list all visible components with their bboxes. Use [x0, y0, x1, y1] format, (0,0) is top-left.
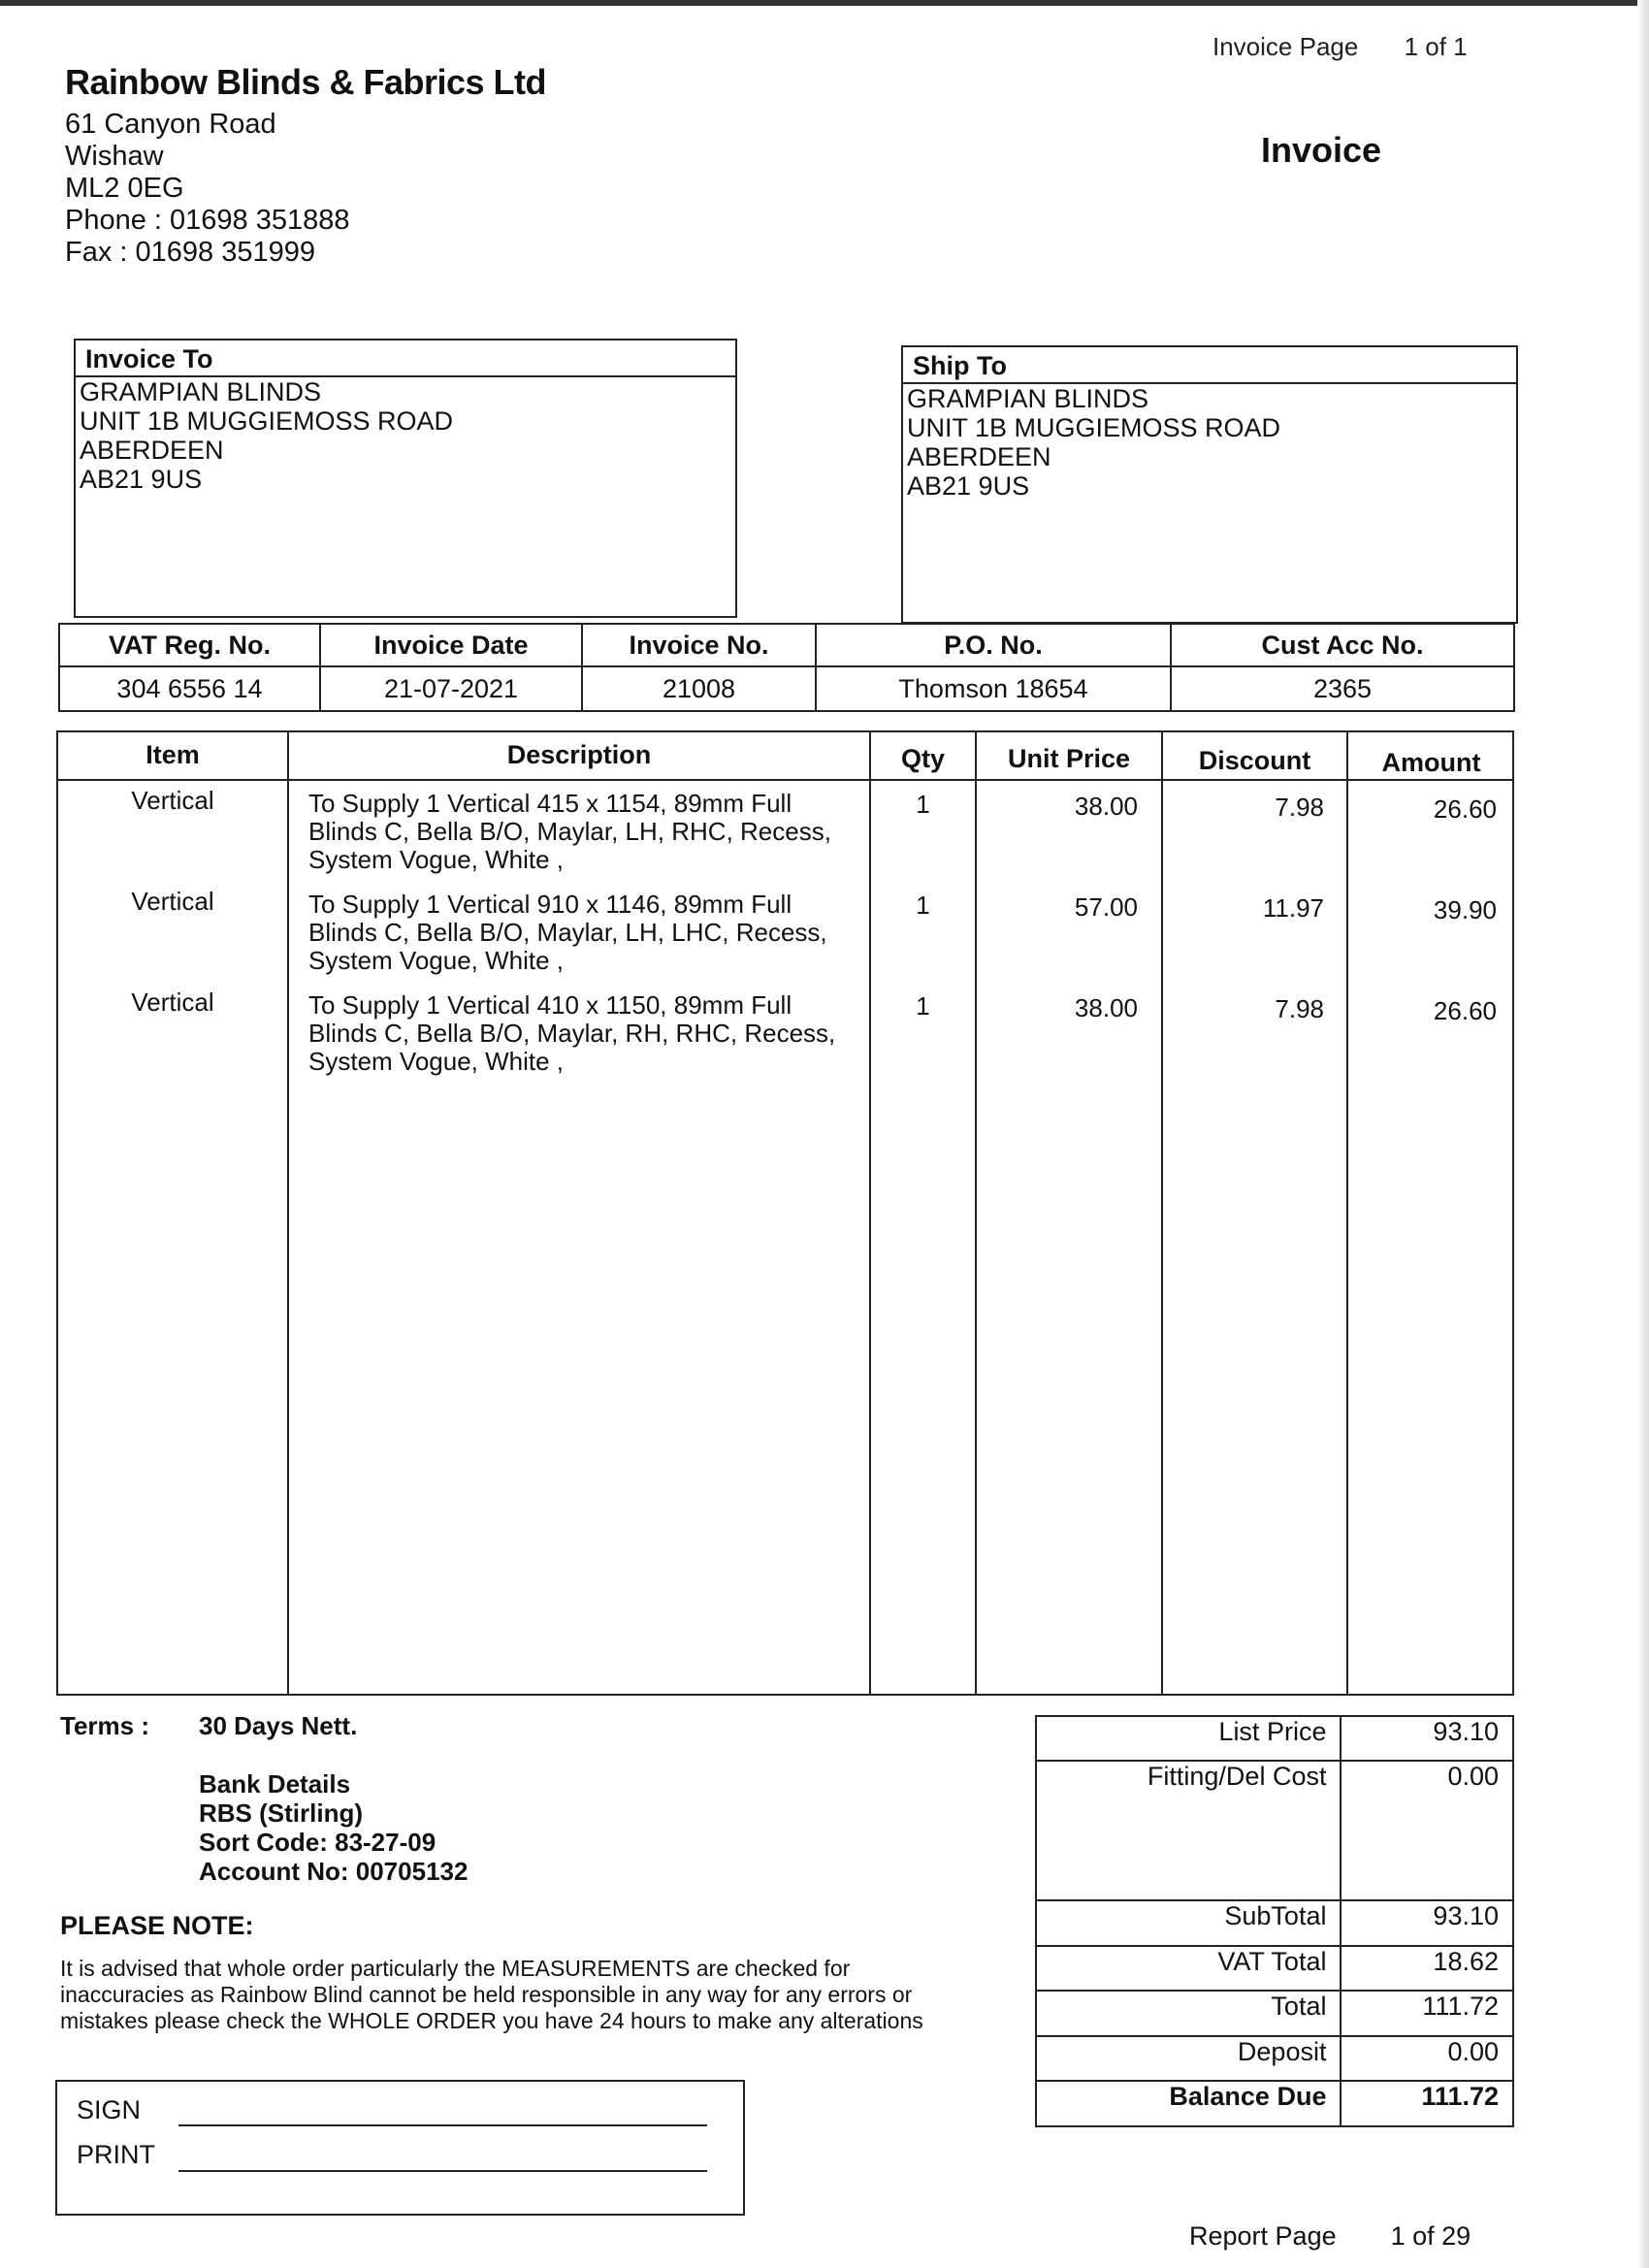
- report-page-value: 1 of 29: [1390, 2221, 1471, 2251]
- description-line: Blinds C, Bella B/O, Maylar, RH, RHC, Recess,: [308, 1019, 836, 1048]
- fitting-cost-label: Fitting/Del Cost: [1036, 1761, 1341, 1900]
- invoice-to-line: AB21 9US: [80, 465, 203, 494]
- description-line: Blinds C, Bella B/O, Maylar, LH, LHC, Recess,: [308, 918, 827, 947]
- qty-cell: 1: [916, 991, 930, 1021]
- subtotal-value: 93.10: [1341, 1900, 1513, 1946]
- column-divider: [975, 732, 977, 1694]
- sign-label: SIGN: [77, 2095, 142, 2124]
- invoice-to-line: GRAMPIAN BLINDS: [80, 377, 322, 406]
- company-name: Rainbow Blinds & Fabrics Ltd: [65, 62, 547, 102]
- scan-edge-top: [0, 0, 1649, 6]
- discount-cell: 11.97: [1262, 893, 1324, 923]
- list-price-value: 93.10: [1341, 1716, 1513, 1761]
- description-cell: [308, 991, 866, 1076]
- item-cell: Vertical: [131, 887, 214, 916]
- amount-column-header: Amount: [1381, 748, 1481, 777]
- deposit-value: 0.00: [1341, 2036, 1513, 2081]
- ship-to-line: UNIT 1B MUGGIEMOSS ROAD: [907, 413, 1281, 442]
- ship-to-heading: Ship To: [903, 347, 1516, 384]
- terms-value: 30 Days Nett.: [199, 1711, 358, 1740]
- invoice-date-value: 21-07-2021: [320, 666, 582, 711]
- invoice-page-indicator: [1212, 37, 1506, 68]
- document-title: Invoice: [1261, 130, 1382, 170]
- description-cell: [308, 891, 866, 975]
- company-phone: Phone : 01698 351888: [65, 205, 350, 236]
- description-cell: [308, 790, 866, 874]
- unit-price-column-header: Unit Price: [1007, 744, 1131, 773]
- invoice-page-label: Invoice Page: [1212, 37, 1359, 61]
- qty-cell: 1: [916, 891, 930, 920]
- terms-label: Terms :: [60, 1711, 149, 1740]
- signature-box: [55, 2080, 745, 2216]
- description-column-header: Description: [506, 740, 652, 769]
- report-page-label: Report Page: [1189, 2221, 1337, 2251]
- account-number: Account No: 00705132: [199, 1857, 469, 1886]
- ship-to-line: ABERDEEN: [907, 442, 1051, 471]
- company-fax: Fax : 01698 351999: [65, 237, 315, 268]
- totals-table: [1035, 1715, 1514, 2127]
- invoice-to-line: UNIT 1B MUGGIEMOSS ROAD: [80, 406, 454, 436]
- total-label: Total: [1036, 1991, 1341, 2036]
- po-no-header: P.O. No.: [816, 624, 1171, 666]
- description-line: To Supply 1 Vertical 415 x 1154, 89mm Full: [308, 789, 792, 818]
- discount-cell: 7.98: [1275, 793, 1324, 822]
- deposit-label: Deposit: [1036, 2036, 1341, 2081]
- description-line: System Vogue, White ,: [308, 845, 565, 874]
- column-divider: [1346, 732, 1348, 1694]
- unit-price-cell: 38.00: [1074, 792, 1138, 821]
- vat-total-label: VAT Total: [1036, 1946, 1341, 1991]
- balance-due-label: Balance Due: [1036, 2081, 1341, 2126]
- ship-to-box: [901, 345, 1518, 624]
- list-price-label: List Price: [1036, 1716, 1341, 1761]
- qty-cell: 1: [916, 790, 930, 819]
- description-line: System Vogue, White ,: [308, 1047, 565, 1076]
- invoice-no-value: 21008: [582, 666, 816, 711]
- note-text: [60, 1956, 991, 2034]
- company-address-line: 61 Canyon Road: [65, 109, 276, 140]
- vat-total-value: 18.62: [1341, 1946, 1513, 1991]
- cust-acc-value: 2365: [1171, 666, 1514, 711]
- bank-details-heading: Bank Details: [199, 1769, 351, 1798]
- column-divider: [869, 732, 871, 1694]
- note-line: It is advised that whole order particularly the MEASUREMENTS are checked for: [60, 1956, 851, 1981]
- subtotal-label: SubTotal: [1036, 1900, 1341, 1946]
- balance-due-value: 111.72: [1341, 2081, 1513, 2126]
- company-address-line: Wishaw: [65, 141, 164, 172]
- print-line[interactable]: [178, 2170, 707, 2172]
- invoice-to-box: [74, 339, 737, 618]
- item-cell: Vertical: [131, 786, 214, 815]
- item-cell: Vertical: [131, 988, 214, 1017]
- cust-acc-header: Cust Acc No.: [1171, 624, 1514, 666]
- amount-cell: 39.90: [1433, 895, 1497, 924]
- column-divider: [287, 732, 289, 1694]
- sign-line[interactable]: [178, 2124, 707, 2126]
- ship-to-line: GRAMPIAN BLINDS: [907, 384, 1149, 413]
- discount-column-header: Discount: [1198, 746, 1311, 775]
- invoice-no-header: Invoice No.: [582, 624, 816, 666]
- description-line: System Vogue, White ,: [308, 946, 565, 975]
- scan-edge-right: [1637, 0, 1649, 2268]
- note-line: mistakes please check the WHOLE ORDER you have 24 hours to make any alterations: [60, 2008, 923, 2033]
- bank-name: RBS (Stirling): [199, 1798, 363, 1828]
- fitting-cost-value: 0.00: [1341, 1761, 1513, 1900]
- items-header-divider: [58, 779, 1512, 781]
- print-label: PRINT: [77, 2140, 155, 2169]
- invoice-info-table: [58, 623, 1515, 712]
- total-value: 111.72: [1341, 1991, 1513, 2036]
- qty-column-header: Qty: [900, 744, 945, 773]
- description-line: Blinds C, Bella B/O, Maylar, LH, RHC, Recess,: [308, 817, 831, 846]
- amount-cell: 26.60: [1433, 996, 1497, 1025]
- column-divider: [1161, 732, 1163, 1694]
- invoice-page-value: 1 of 1: [1404, 37, 1468, 61]
- vat-reg-value: 304 6556 14: [59, 666, 320, 711]
- description-line: To Supply 1 Vertical 410 x 1150, 89mm Full: [308, 990, 792, 1020]
- note-title: PLEASE NOTE:: [60, 1911, 254, 1940]
- description-line: To Supply 1 Vertical 910 x 1146, 89mm Full: [308, 890, 792, 919]
- sort-code: Sort Code: 83-27-09: [199, 1828, 436, 1857]
- ship-to-line: AB21 9US: [907, 471, 1030, 501]
- invoice-to-line: ABERDEEN: [80, 436, 224, 465]
- vat-reg-header: VAT Reg. No.: [59, 624, 320, 666]
- company-address-line: ML2 0EG: [65, 173, 184, 204]
- po-no-value: Thomson 18654: [816, 666, 1171, 711]
- discount-cell: 7.98: [1275, 994, 1324, 1023]
- amount-cell: 26.60: [1433, 794, 1497, 824]
- item-column-header: Item: [146, 740, 200, 769]
- invoice-date-header: Invoice Date: [320, 624, 582, 666]
- unit-price-cell: 38.00: [1074, 993, 1138, 1022]
- note-line: inaccuracies as Rainbow Blind cannot be held responsible in any way for any errors or: [60, 1982, 913, 2007]
- line-items-table: [56, 730, 1514, 1696]
- invoice-to-heading: Invoice To: [76, 340, 735, 377]
- unit-price-cell: 57.00: [1074, 892, 1138, 922]
- report-page-indicator: [1189, 2221, 1471, 2252]
